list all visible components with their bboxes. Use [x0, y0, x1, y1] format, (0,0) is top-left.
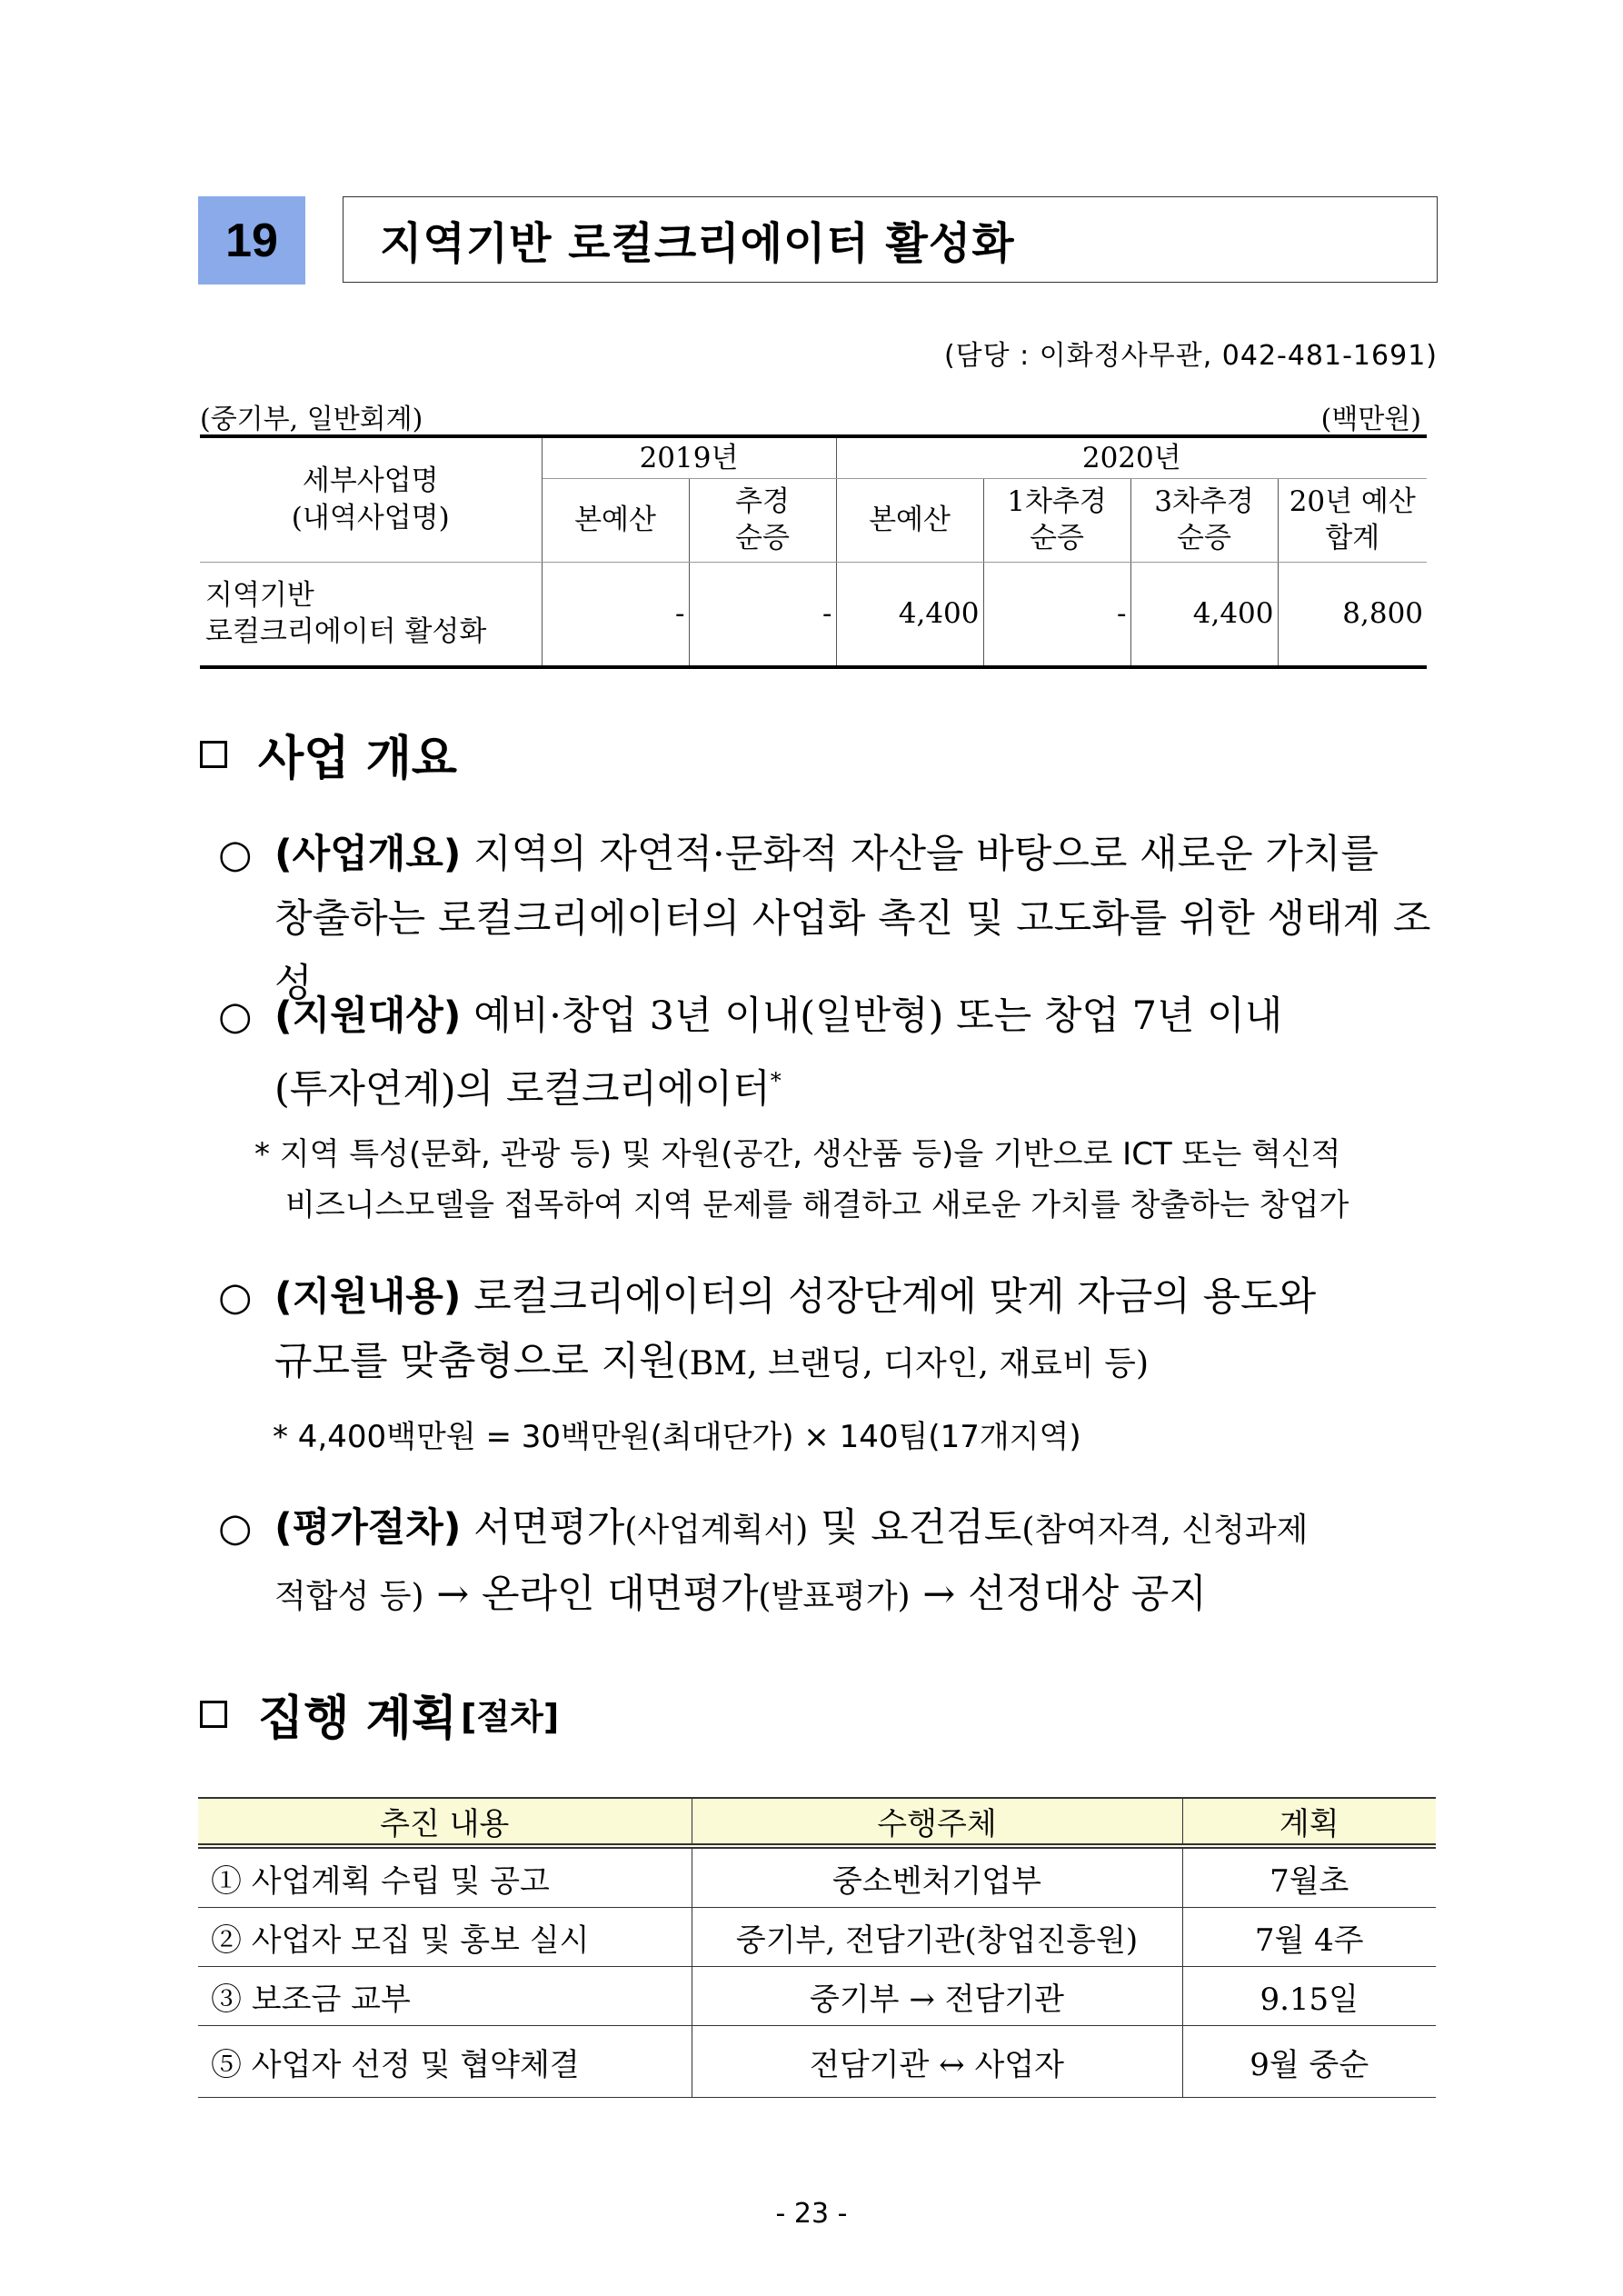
col-2020-main: 본예산 — [836, 478, 983, 562]
col-2020-supp3-line2: 순증 — [1177, 522, 1231, 554]
item-3-text-1: 로컬크리에이터의 성장단계에 맞게 자금의 용도와 — [461, 1274, 1317, 1320]
item-1-text-1: 지역의 자연적·문화적 자산을 바탕으로 새로운 가치를 — [461, 832, 1379, 877]
item-3-label: (지원내용) — [274, 1274, 462, 1320]
col-2019-supp-line2: 순증 — [735, 522, 790, 554]
item-4-text-2b: → 온라인 대면평가 — [423, 1572, 759, 1617]
footnote-marker: * — [770, 1068, 782, 1093]
page-title: 지역기반 로컬크리에이터 활성화 — [343, 196, 1438, 283]
plan-col-agent: 수행주체 — [692, 1798, 1182, 1846]
plan-step: ③ 보조금 교부 — [198, 1967, 692, 2026]
plan-schedule: 7월 4주 — [1182, 1908, 1436, 1967]
value-2020-supp3: 4,400 — [1130, 562, 1278, 667]
plan-schedule: 9월 중순 — [1182, 2026, 1436, 2098]
plan-step: ① 사업계획 수립 및 공고 — [198, 1846, 692, 1908]
item-4-label: (평가절차) — [274, 1505, 462, 1551]
col-2019-supp — [689, 478, 836, 562]
item-2-text-2: (투자연계)의 로컬크리에이터 — [274, 1066, 771, 1113]
col-2020-supp3 — [1130, 478, 1278, 562]
item-4-text-1b: (사업계획서) — [624, 1512, 809, 1549]
item-2-note-line-1: * 지역 특성(문화, 관광 등) 및 자원(공간, 생산품 등)을 기반으로 ICT 또는 혁신적 — [254, 1136, 1341, 1173]
col-2020-supp1-line1: 1차추경 — [1007, 484, 1107, 518]
plan-col-content: 추진 내용 — [198, 1798, 692, 1846]
overview-heading — [200, 720, 457, 788]
unit-label: (백만원) — [1320, 404, 1421, 435]
checkbox-square-icon — [200, 1701, 227, 1728]
item-4-text-1c: 및 요건검토 — [808, 1505, 1022, 1551]
plan-step: ⑤ 사업자 선정 및 협약체결 — [198, 2026, 692, 2098]
col-2020-supp1-line2: 순증 — [1030, 522, 1084, 554]
item-4-text-2a: 적합성 등) — [274, 1578, 424, 1615]
value-2020-supp1: - — [983, 562, 1130, 667]
plan-agent: 중기부 → 전담기관 — [692, 1967, 1182, 2026]
table-row — [198, 1908, 1436, 1967]
col-2020-supp1 — [983, 478, 1130, 562]
value-2020-total: 8,800 — [1278, 562, 1427, 667]
col-2020-total-line1: 20년 예산 — [1289, 484, 1416, 518]
overview-item-4 — [218, 1496, 1436, 1629]
budget-table — [200, 434, 1427, 669]
item-3-note: * 4,400백만원 = 30백만원(최대단가) × 140팀(17개지역) — [273, 1419, 1081, 1455]
value-2020-main: 4,400 — [836, 562, 983, 667]
plan-schedule: 9.15일 — [1182, 1967, 1436, 2026]
plan-agent: 중소벤처기업부 — [692, 1846, 1182, 1908]
plan-step: ② 사업자 모집 및 홍보 실시 — [198, 1908, 692, 1967]
project-name-line2: 로컬크리에이터 활성화 — [205, 615, 487, 649]
overview-heading-text: 사업 개요 — [258, 732, 458, 786]
value-2019-supp: - — [689, 562, 836, 667]
row-header-line1: 세부사업명 — [302, 464, 439, 498]
item-4-text-1d: (참여자격, 신청과제 — [1021, 1512, 1309, 1549]
overview-item-2 — [218, 984, 1436, 1122]
table-row — [198, 1846, 1436, 1908]
table-row — [198, 1967, 1436, 2026]
row-header-cell — [200, 436, 542, 562]
item-1-text-2: 창출하는 로컬크리에이터의 사업화 촉진 및 고도화를 위한 생태계 조성 — [274, 896, 1431, 1006]
item-1-label: (사업개요) — [274, 832, 462, 877]
row-header-line2: (내역사업명) — [291, 501, 450, 534]
value-2019-main: - — [542, 562, 689, 667]
plan-heading-sub: [절차] — [461, 1697, 560, 1737]
plan-table — [198, 1797, 1436, 2098]
page-number: - 23 - — [775, 2198, 848, 2230]
project-name-cell — [200, 562, 542, 667]
item-2-note-line-2: 비즈니스모델을 접목하여 지역 문제를 해결하고 새로운 가치를 창출하는 창업가 — [285, 1187, 1349, 1223]
plan-heading-text: 집행 계획 — [258, 1692, 458, 1746]
col-2019-main: 본예산 — [542, 478, 689, 562]
col-2020-supp3-line1: 3차추경 — [1154, 484, 1254, 518]
plan-agent: 중기부, 전담기관(창업진흥원) — [692, 1908, 1182, 1967]
table-row — [198, 2026, 1436, 2098]
bullet-circle-icon: ○ — [218, 1505, 253, 1551]
bullet-circle-icon: ○ — [218, 832, 253, 877]
ministry-label: (중기부, 일반회계) — [200, 404, 423, 435]
item-3-text-2b: (BM, 브랜딩, 디자인, 재료비 등) — [676, 1345, 1149, 1383]
item-3-text-2a: 규모를 맞춤형으로 지원 — [274, 1339, 677, 1384]
plan-schedule: 7월초 — [1182, 1846, 1436, 1908]
project-name-line1: 지역기반 — [205, 578, 314, 612]
item-2-note — [254, 1129, 1349, 1231]
plan-agent: 전담기관 ↔ 사업자 — [692, 2026, 1182, 2098]
col-2020-total — [1278, 478, 1427, 562]
col-2020-total-line2: 합계 — [1325, 522, 1380, 554]
contact-info: (담당 : 이화정사무관, 042-481-1691) — [943, 340, 1438, 372]
year-2020-header: 2020년 — [836, 436, 1427, 478]
plan-heading — [200, 1680, 559, 1748]
item-4-text-2d: → 선정대상 공지 — [910, 1572, 1207, 1617]
year-2019-header: 2019년 — [542, 436, 836, 478]
item-2-label: (지원대상) — [274, 993, 462, 1039]
col-2019-supp-line1: 추경 — [735, 484, 790, 518]
plan-col-schedule: 계획 — [1182, 1798, 1436, 1846]
item-4-text-2c: (발표평가) — [758, 1578, 911, 1615]
item-4-text-1a: 서면평가 — [461, 1505, 625, 1551]
section-number-badge: 19 — [198, 196, 305, 285]
overview-item-3 — [218, 1265, 1436, 1396]
checkbox-square-icon — [200, 741, 227, 768]
bullet-circle-icon: ○ — [218, 1274, 253, 1320]
bullet-circle-icon: ○ — [218, 993, 253, 1039]
item-2-text-1: 예비·창업 3년 이내(일반형) 또는 창업 7년 이내 — [461, 993, 1283, 1039]
